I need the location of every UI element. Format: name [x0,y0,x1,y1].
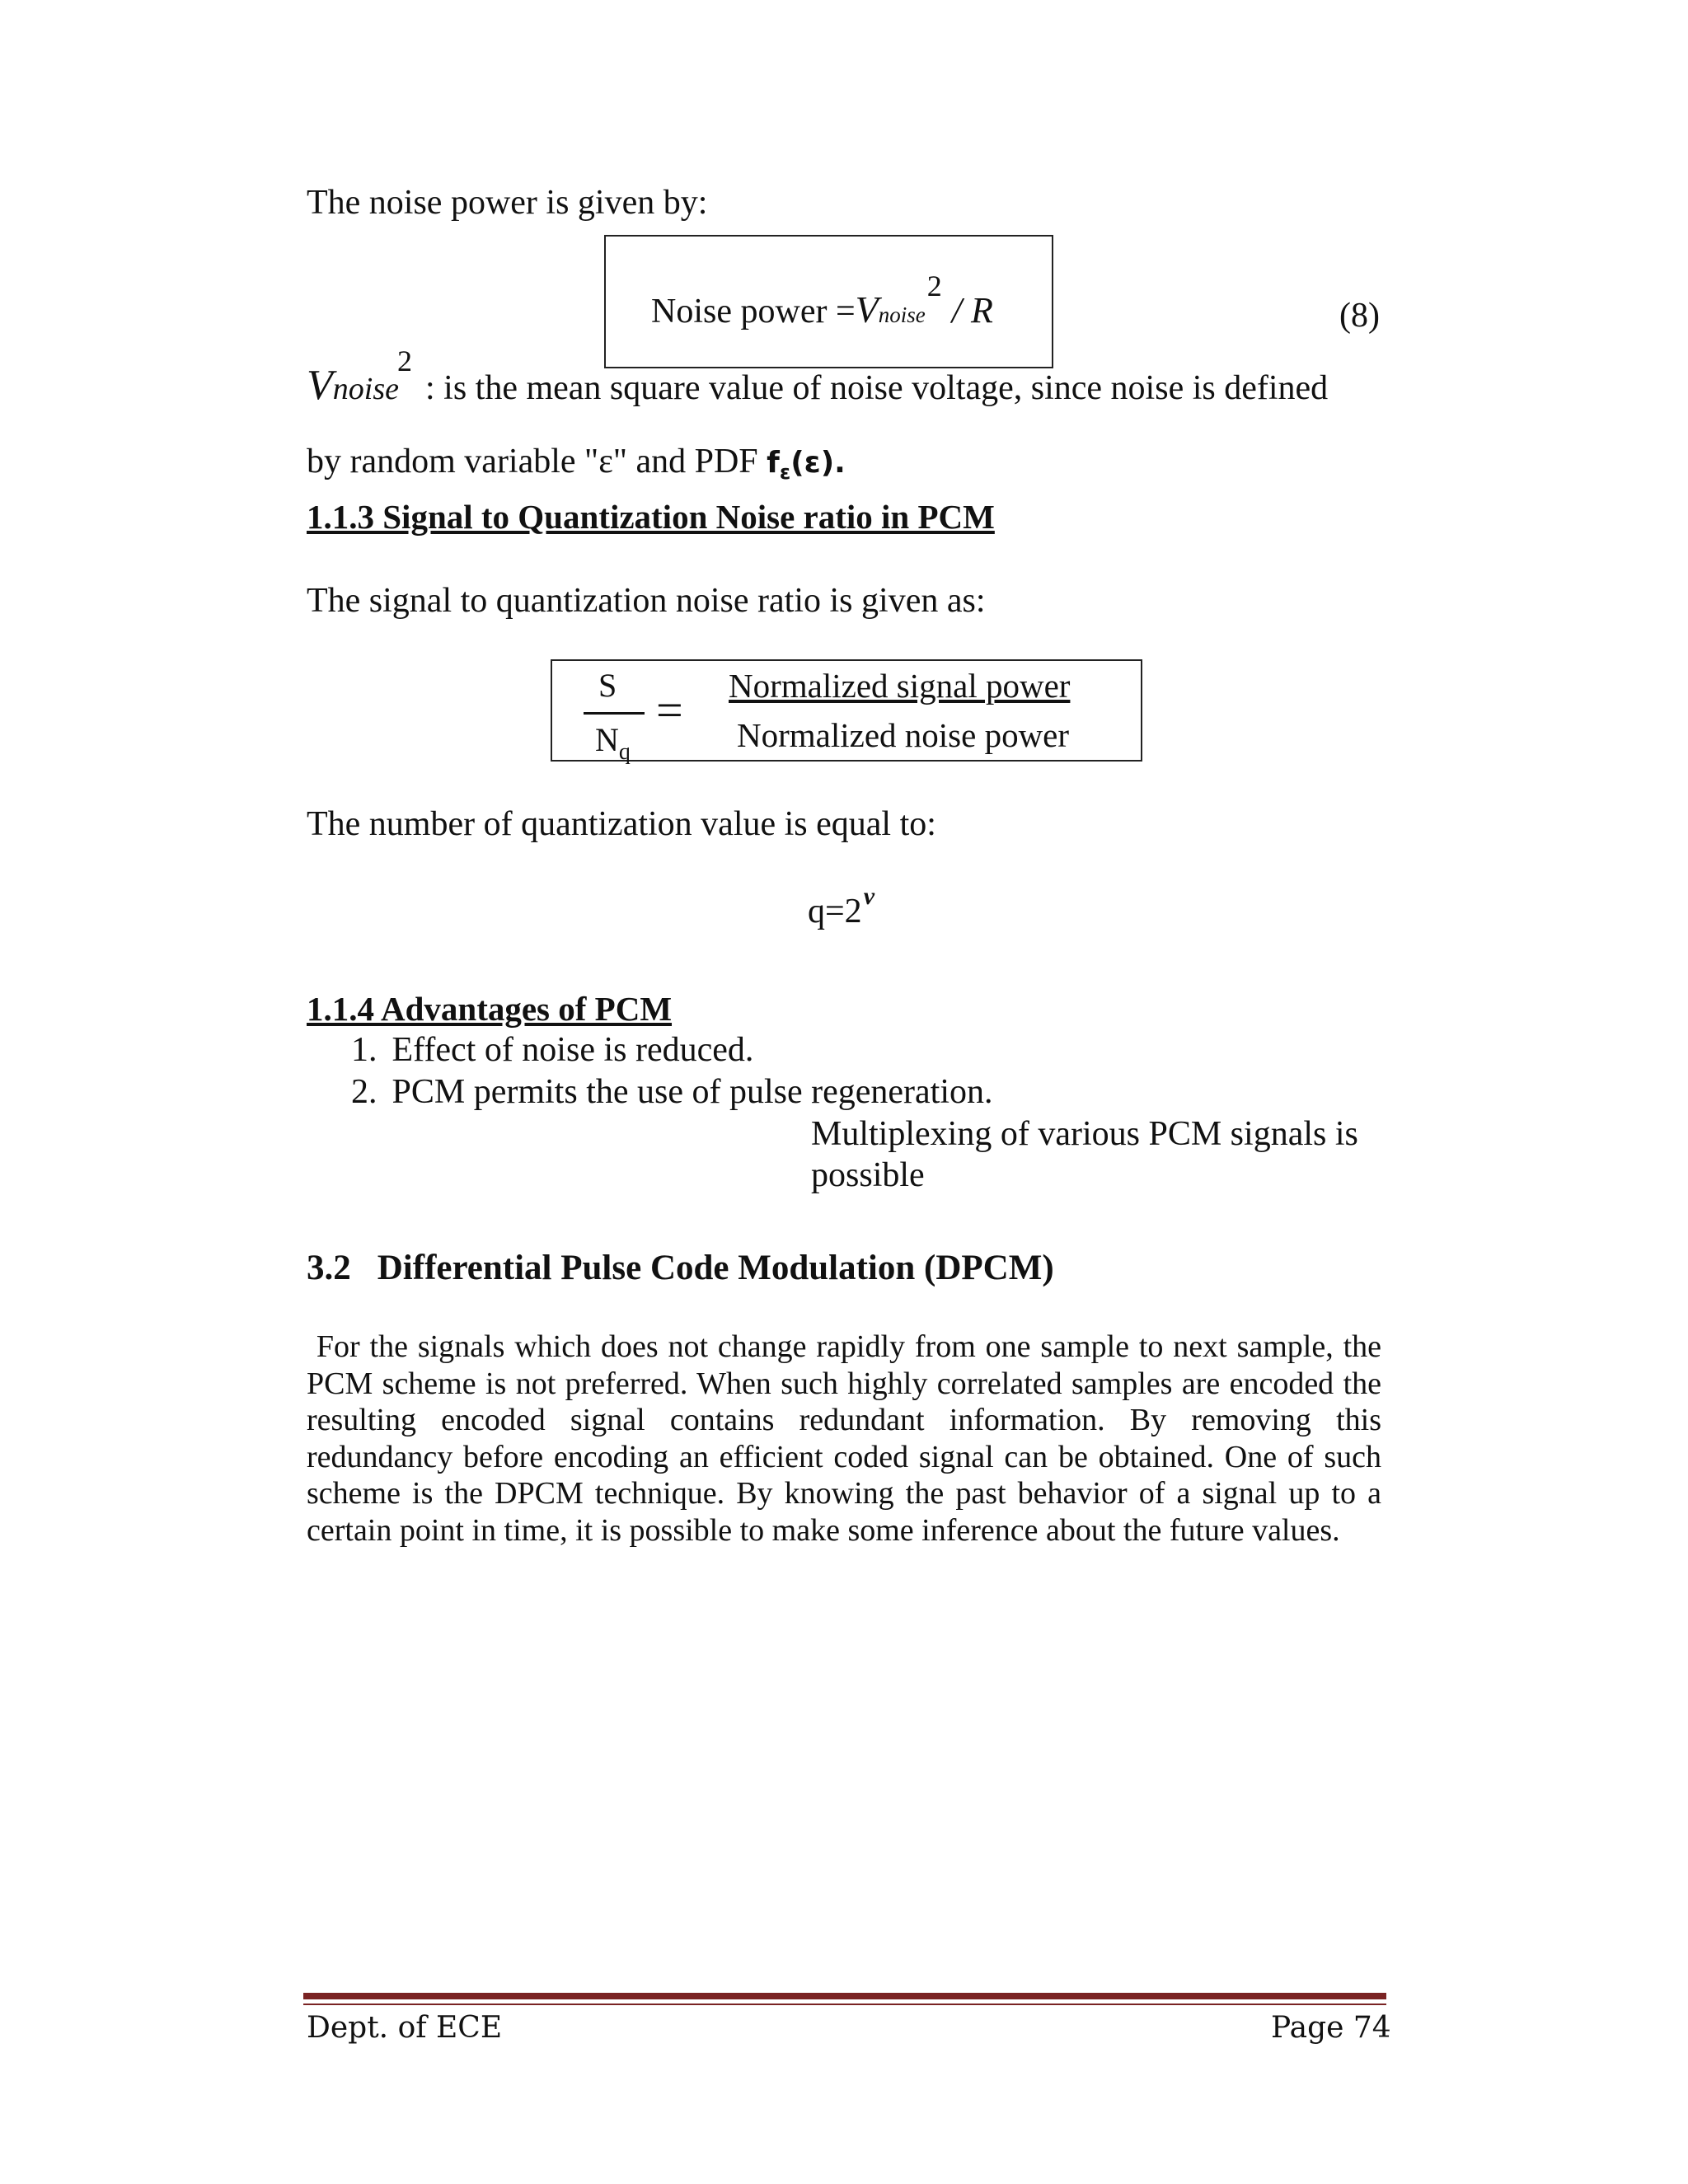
equation-number: (8) [1339,297,1380,335]
vnoise-definition-line1 [307,344,1329,410]
section-114-title: 1.1.4 Advantages of PCM [307,990,673,1028]
random-variable-text: by random variable "ε" and PDF [307,443,767,480]
normalized-signal-power: Normalized signal power [729,667,1071,705]
vnoise-definition-line2 [307,440,846,487]
pdf-tail: (ε). [790,446,846,480]
nq-n: N [595,721,619,758]
section-113-title: 1.1.3 Signal to Quantization Noise ratio in PCM [307,498,995,536]
advantage-item-1 [351,1029,753,1071]
q-equals-2: q=2 [808,893,862,930]
advantage-extra-line2: possible [811,1156,925,1194]
divide-r [940,290,993,330]
item-number: 1. [351,1031,377,1069]
pdf-f-sub: ε [779,461,791,484]
advantage-item-2 [351,1071,993,1113]
vnoise-sub: noise [332,372,399,406]
footer-department: Dept. of ECE [307,2011,503,2045]
item-text: Effect of noise is reduced. [392,1031,754,1069]
item-number: 2. [351,1073,377,1111]
pdf-f: f [767,446,780,480]
squared-superscript: 2 [926,269,942,302]
snr-intro-text: The signal to quantization noise ratio is given as: [307,582,986,620]
nq-sub: q [618,739,631,765]
section-number: 3.2 [307,1249,351,1287]
noise-power-label: Noise power = [651,293,856,330]
footer-rule-thin [303,2004,1386,2005]
vnoise-sup: 2 [396,344,412,377]
advantage-extra-line1: Multiplexing of various PCM signals is [811,1115,1358,1153]
intro-text: The noise power is given by: [307,184,708,222]
noise-power-equation-box [604,235,1053,368]
v-exponent: v [863,883,875,910]
fraction-bar [584,712,645,715]
section-title-text: Differential Pulse Code Modulation (DPCM) [377,1249,1054,1287]
noise-power-formula [651,269,993,331]
s-symbol: S [598,667,617,704]
divide-r-text: / R [951,290,993,330]
dpcm-paragraph: For the signals which does not change rapidly from one sample to next sample, the PCM scheme is not preferred. When such highly correlated samples are encoded the resulting encoded signal contains redundant information. By removing this redundancy before encoding an efficient coded signal can be obtained. One of such scheme is the DPCM technique. By knowing the past behavior of a signal up to a certain point in time, it is possible to make some inference about the future values. [307,1329,1390,1548]
pdf-symbol [767,446,846,484]
item-text: PCM permits the use of pulse regeneration. [392,1073,993,1111]
quantization-equation [808,883,875,931]
v-symbol: V [855,288,879,330]
snr-equation-box [551,659,1142,765]
footer-page-number: Page 74 [1271,2011,1391,2045]
footer-rule-thick [303,1993,1386,1999]
vnoise-v: V [307,362,333,409]
section-32-title [307,1248,1054,1288]
normalized-noise-power: Normalized noise power [737,716,1070,754]
vnoise-desc: : is the mean square value of noise voltage, since noise is defined [424,369,1329,407]
equals-sign: = [656,683,683,737]
noise-subscript: noise [878,302,926,327]
quantization-text: The number of quantization value is equal to: [307,805,936,843]
nq-symbol [595,720,631,765]
